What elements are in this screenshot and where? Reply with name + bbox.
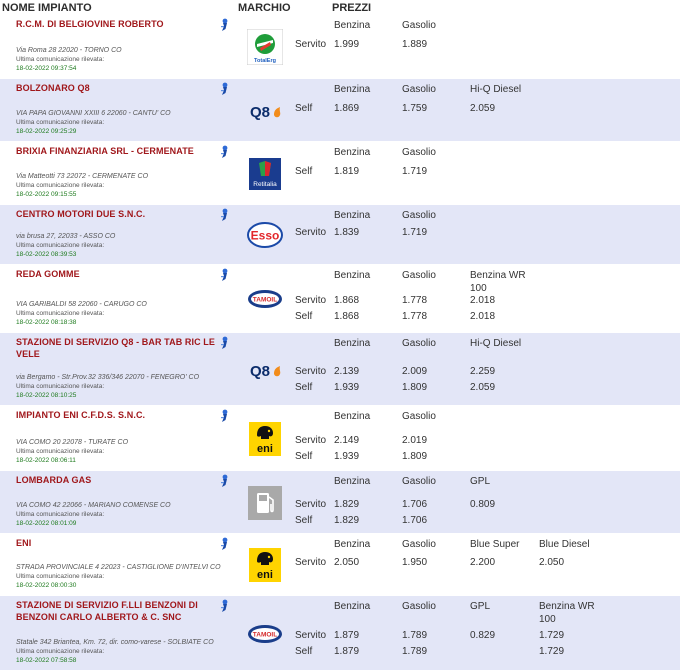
brand-logo <box>247 421 283 457</box>
brand-logo <box>247 281 283 317</box>
update-date: 18-02-2022 08:18:38 <box>16 319 77 326</box>
service-type: Self <box>295 382 313 393</box>
station-address: Statale 342 Briantea, Km. 72, dir. como-varese - SOLBIATE CO <box>16 639 214 646</box>
service-type: Self <box>295 515 313 526</box>
update-label: Ultima comunicazione rilevata: <box>16 448 105 455</box>
station-row[interactable] <box>0 205 680 265</box>
station-name[interactable]: REDA GOMME <box>16 269 80 279</box>
update-label: Ultima comunicazione rilevata: <box>16 182 105 189</box>
fuel-label: Hi-Q Diesel <box>470 338 522 349</box>
service-type: Servito <box>295 39 327 50</box>
svg-text:eni: eni <box>257 569 273 581</box>
station-address: VIA COMO 42 22066 - MARIANO COMENSE CO <box>16 502 171 509</box>
price-value: 2.019 <box>402 435 428 446</box>
update-date: 18-02-2022 09:15:55 <box>16 191 77 198</box>
price-value: 1.719 <box>402 227 428 238</box>
update-label: Ultima comunicazione rilevata: <box>16 56 105 63</box>
price-value: 1.829 <box>334 499 360 510</box>
svg-text:Q8: Q8 <box>250 104 271 121</box>
fuel-label: Gasolio <box>402 147 436 158</box>
price-value: 1.868 <box>334 295 360 306</box>
service-type: Servito <box>295 435 327 446</box>
station-info <box>16 268 234 332</box>
service-type: Self <box>295 646 313 657</box>
map-pin-icon[interactable] <box>218 145 230 159</box>
update-date: 18-02-2022 07:58:58 <box>16 657 77 664</box>
station-row[interactable] <box>0 534 680 596</box>
price-value: 1.939 <box>334 451 360 462</box>
station-name[interactable]: STAZIONE DI SERVIZIO Q8 - BAR TAB RIC LE VELE <box>16 337 216 359</box>
brand-logo <box>247 352 283 388</box>
station-info <box>16 145 234 204</box>
station-address: via brusa 27, 22033 - ASSO CO <box>16 233 116 240</box>
fuel-label: Benzina <box>334 20 371 31</box>
price-value: 2.200 <box>470 557 496 568</box>
station-row[interactable] <box>0 265 680 333</box>
price-value: 0.809 <box>470 499 496 510</box>
price-value: 1.839 <box>334 227 360 238</box>
brand-logo <box>247 616 283 652</box>
update-date: 18-02-2022 09:37:54 <box>16 65 77 72</box>
service-type: Servito <box>295 499 327 510</box>
svg-text:TotalErg: TotalErg <box>254 58 276 64</box>
station-name[interactable]: ENI <box>16 538 32 548</box>
service-type: Self <box>295 166 313 177</box>
fuel-label: Gasolio <box>402 338 436 349</box>
fuel-label: GPL <box>470 476 491 487</box>
price-value: 2.259 <box>470 366 496 377</box>
station-row[interactable] <box>0 333 680 406</box>
fuel-label: Benzina <box>334 601 371 612</box>
price-value: 1.829 <box>334 515 360 526</box>
update-label: Ultima comunicazione rilevata: <box>16 511 105 518</box>
fuel-label: Gasolio <box>402 411 436 422</box>
price-value: 1.789 <box>402 646 428 657</box>
price-value: 1.879 <box>334 630 360 641</box>
price-value: 1.789 <box>402 630 428 641</box>
fuel-label: Gasolio <box>402 84 436 95</box>
update-date: 18-02-2022 08:00:30 <box>16 582 77 589</box>
fuel-label: Gasolio <box>402 270 436 281</box>
fuel-label: Benzina <box>334 147 371 158</box>
fuel-label: Gasolio <box>402 601 436 612</box>
table-header <box>0 0 680 16</box>
update-date: 18-02-2022 08:10:25 <box>16 392 77 399</box>
station-row[interactable] <box>0 15 680 79</box>
svg-text:Retitalia: Retitalia <box>253 181 277 188</box>
price-value: 2.009 <box>402 366 428 377</box>
price-value: 2.050 <box>539 557 565 568</box>
service-type: Servito <box>295 630 327 641</box>
station-name[interactable]: BOLZONARO Q8 <box>16 83 90 93</box>
station-info <box>16 599 234 670</box>
fuel-label: Benzina WR 100 <box>470 270 526 294</box>
brand-logo <box>247 93 283 129</box>
station-row[interactable] <box>0 142 680 205</box>
fuel-label: Benzina <box>334 539 371 550</box>
price-value: 1.809 <box>402 451 428 462</box>
service-type: Servito <box>295 295 327 306</box>
svg-text:Q8: Q8 <box>250 363 271 380</box>
fuel-label: Gasolio <box>402 20 436 31</box>
brand-logo <box>247 156 283 192</box>
price-value: 1.719 <box>402 166 428 177</box>
price-value: 1.868 <box>334 311 360 322</box>
fuel-label: Benzina <box>334 270 371 281</box>
fuel-label: GPL <box>470 601 491 612</box>
station-info <box>16 82 234 141</box>
fuel-label: Benzina <box>334 84 371 95</box>
station-row[interactable] <box>0 79 680 142</box>
station-address: STRADA PROVINCIALE 4 22023 - CASTIGLIONE D'INTELVI CO <box>16 564 221 571</box>
update-label: Ultima comunicazione rilevata: <box>16 648 105 655</box>
price-value: 1.999 <box>334 39 360 50</box>
station-name[interactable]: IMPIANTO ENI C.F.D.S. S.N.C. <box>16 410 146 420</box>
map-pin-icon[interactable] <box>218 537 230 551</box>
svg-text:TAMOIL: TAMOIL <box>252 296 278 304</box>
update-date: 18-02-2022 08:06:11 <box>16 457 76 464</box>
update-label: Ultima comunicazione rilevata: <box>16 573 105 580</box>
price-value: 2.018 <box>470 295 496 306</box>
station-info <box>16 18 234 78</box>
service-type: Self <box>295 451 313 462</box>
fuel-label: Benzina <box>334 411 371 422</box>
station-info <box>16 336 234 405</box>
price-value: 1.950 <box>402 557 428 568</box>
station-info <box>16 537 234 595</box>
update-label: Ultima comunicazione rilevata: <box>16 383 105 390</box>
station-address: Via Matteotti 73 22072 - CERMENATE CO <box>16 173 149 180</box>
station-address: via Bergamo - Str.Prov.32 336/346 22070 - FENEGRO' CO <box>16 374 200 381</box>
price-value: 1.729 <box>539 646 565 657</box>
service-type: Self <box>295 311 313 322</box>
map-pin-icon[interactable] <box>218 474 230 488</box>
update-label: Ultima comunicazione rilevata: <box>16 242 105 249</box>
station-name[interactable]: R.C.M. DI BELGIOVINE ROBERTO <box>16 19 164 29</box>
svg-text:Esso: Esso <box>250 228 280 243</box>
map-pin-icon[interactable] <box>218 82 230 96</box>
price-value: 1.879 <box>334 646 360 657</box>
svg-text:TAMOIL: TAMOIL <box>252 631 278 639</box>
fuel-label: Benzina <box>334 476 371 487</box>
update-date: 18-02-2022 08:39:53 <box>16 251 77 258</box>
brand-logo <box>247 547 283 583</box>
update-date: 18-02-2022 08:01:09 <box>16 520 77 527</box>
price-value: 2.149 <box>334 435 360 446</box>
price-value: 1.778 <box>402 311 428 322</box>
station-address: VIA COMO 20 22078 - TURATE CO <box>16 439 129 446</box>
station-row[interactable] <box>0 596 680 671</box>
col-header-nome: NOME IMPIANTO <box>2 2 92 14</box>
fuel-label: Blue Super <box>470 539 520 550</box>
map-pin-icon[interactable] <box>218 409 230 423</box>
station-address: Via Roma 28 22020 - TORNO CO <box>16 47 122 54</box>
price-value: 1.809 <box>402 382 428 393</box>
svg-text:eni: eni <box>257 443 273 455</box>
price-value: 1.869 <box>334 103 360 114</box>
station-address: VIA PAPA GIOVANNI XXIII 6 22060 - CANTU' CO <box>16 110 171 117</box>
update-date: 18-02-2022 09:25:29 <box>16 128 77 135</box>
map-pin-icon[interactable] <box>218 268 230 282</box>
map-pin-icon[interactable] <box>218 18 230 32</box>
station-row[interactable] <box>0 406 680 471</box>
fuel-label: Blue Diesel <box>539 539 590 550</box>
price-value: 1.889 <box>402 39 428 50</box>
price-value: 2.050 <box>334 557 360 568</box>
station-info <box>16 474 234 533</box>
col-header-prezzi: PREZZI <box>332 2 372 14</box>
station-address: VIA GARIBALDI 58 22060 - CARUGO CO <box>16 301 147 308</box>
price-value: 2.018 <box>470 311 496 322</box>
station-name[interactable]: BRIXIA FINANZIARIA SRL - CERMENATE <box>16 146 194 156</box>
col-header-marchio: MARCHIO <box>238 2 291 14</box>
service-type: Self <box>295 103 313 114</box>
station-name[interactable]: STAZIONE DI SERVIZIO F.LLI BENZONI DI BENZONI CARLO ALBERTO & C. SNC <box>16 600 198 622</box>
fuel-label: Gasolio <box>402 539 436 550</box>
brand-logo <box>247 217 283 253</box>
station-info <box>16 208 234 264</box>
price-value: 2.139 <box>334 366 360 377</box>
fuel-label: Gasolio <box>402 476 436 487</box>
price-value: 2.059 <box>470 382 496 393</box>
update-label: Ultima comunicazione rilevata: <box>16 310 105 317</box>
price-value: 1.759 <box>402 103 428 114</box>
fuel-label: Benzina WR 100 <box>539 601 595 625</box>
price-value: 0.829 <box>470 630 496 641</box>
fuel-label: Benzina <box>334 210 371 221</box>
fuel-label: Benzina <box>334 338 371 349</box>
station-info <box>16 409 234 470</box>
service-type: Servito <box>295 227 327 238</box>
station-row[interactable] <box>0 471 680 534</box>
fuel-label: Hi-Q Diesel <box>470 84 522 95</box>
price-value: 1.706 <box>402 515 428 526</box>
price-value: 2.059 <box>470 103 496 114</box>
station-name[interactable]: CENTRO MOTORI DUE S.N.C. <box>16 209 146 219</box>
price-value: 1.729 <box>539 630 565 641</box>
map-pin-icon[interactable] <box>218 599 230 613</box>
price-value: 1.939 <box>334 382 360 393</box>
brand-logo <box>247 29 283 65</box>
map-pin-icon[interactable] <box>218 336 230 350</box>
price-value: 1.778 <box>402 295 428 306</box>
service-type: Servito <box>295 366 327 377</box>
price-value: 1.819 <box>334 166 360 177</box>
brand-logo <box>247 485 283 521</box>
map-pin-icon[interactable] <box>218 208 230 222</box>
fuel-label: Gasolio <box>402 210 436 221</box>
price-value: 1.706 <box>402 499 428 510</box>
station-name[interactable]: LOMBARDA GAS <box>16 475 92 485</box>
update-label: Ultima comunicazione rilevata: <box>16 119 105 126</box>
service-type: Servito <box>295 557 327 568</box>
